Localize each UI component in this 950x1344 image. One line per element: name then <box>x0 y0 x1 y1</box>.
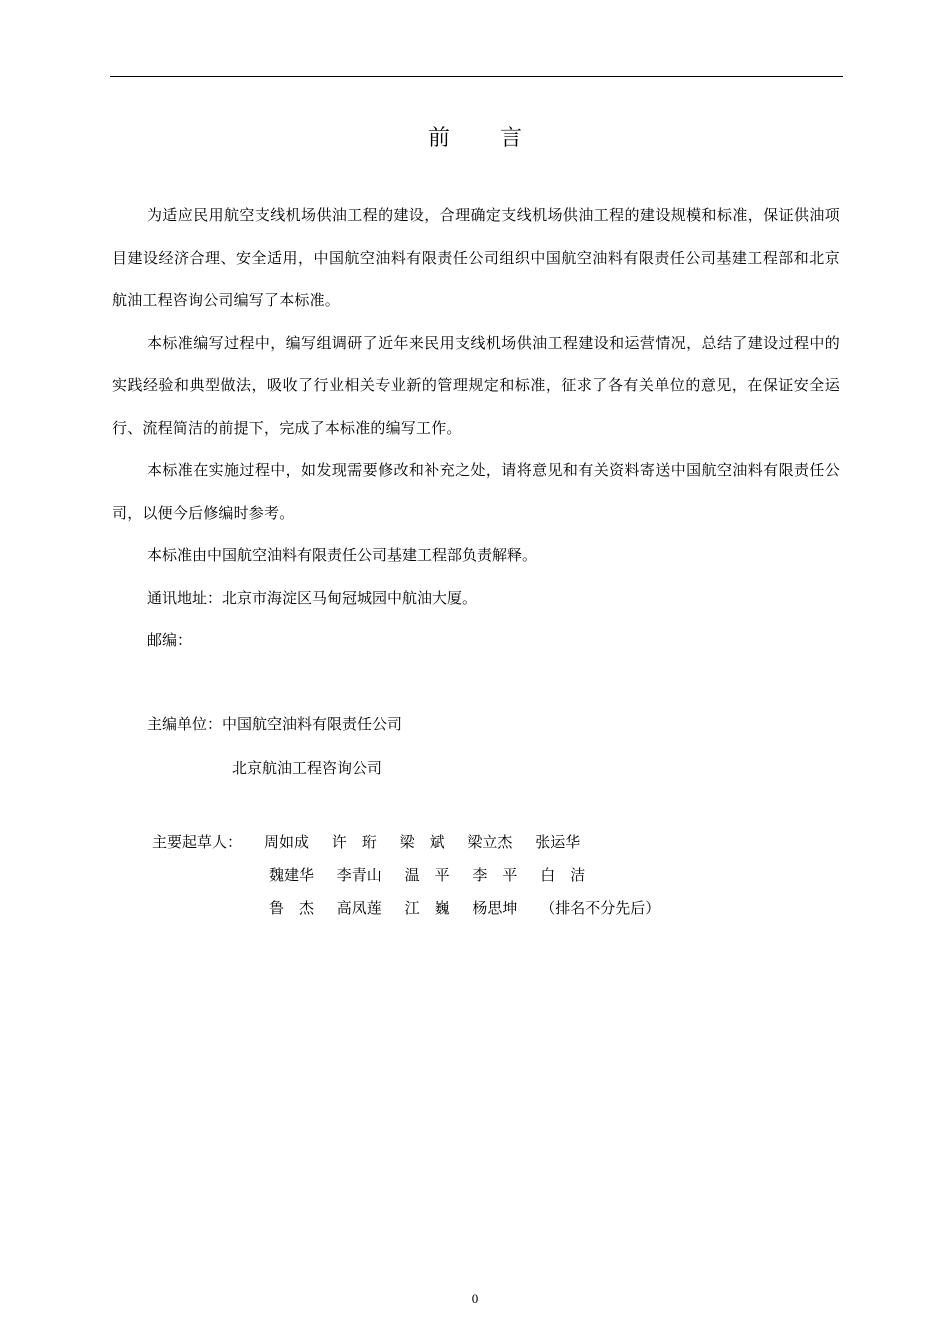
drafter-name: 鲁 杰 <box>269 899 315 917</box>
page-title <box>0 124 950 154</box>
chief-editor-section <box>147 702 402 790</box>
header-rule <box>110 76 843 77</box>
chief-editor-label: 主编单位： <box>147 715 223 733</box>
paragraph-purpose: 为适应民用航空支线机场供油工程的建设，合理确定支线机场供油工程的建设规模和标准，保证供油项目建设经济合理、安全适用，中国航空油料有限责任公司组织中国航空油料有限责任公司基建工程部和北京航油工程咨询公司编写了本标准。 <box>112 206 840 309</box>
drafter-row <box>152 859 678 892</box>
interpretation-line: 本标准由中国航空油料有限责任公司基建工程部负责解释。 <box>147 546 538 564</box>
drafter-name: 李 平 <box>472 866 518 884</box>
drafter-name: 许 珩 <box>331 833 377 851</box>
drafter-name: 杨思坤 <box>472 899 518 917</box>
ordering-note: （排名不分先后） <box>540 899 661 917</box>
drafter-name: 高凤莲 <box>336 899 382 917</box>
drafter-name: 白 洁 <box>540 866 586 884</box>
drafter-row <box>152 892 678 925</box>
title-char-2: 言 <box>500 126 523 151</box>
postcode-line: 邮编： <box>147 631 193 649</box>
address-line: 通讯地址：北京市海淀区马甸冠城园中航油大厦。 <box>147 588 478 607</box>
title-char-1: 前 <box>427 126 450 151</box>
chief-editor-2: 北京航油工程咨询公司 <box>232 759 383 777</box>
drafters-label: 主要起草人： <box>152 833 243 851</box>
drafter-name: 梁 斌 <box>399 833 445 851</box>
drafter-name: 张运华 <box>535 833 581 851</box>
paragraph-process: 本标准编写过程中，编写组调研了近年来民用支线机场供油工程建设和运营情况，总结了建设过程中的实践经验和典型做法，吸收了行业相关专业新的管理规定和标准，征求了各有关单位的意见，在保证安全运行、流程简洁的前提下，完成了本标准的编写工作。 <box>112 333 840 437</box>
drafter-row <box>152 826 678 859</box>
drafter-name: 温 平 <box>404 866 450 884</box>
page-number: 0 <box>471 1291 479 1306</box>
drafter-name: 江 巍 <box>404 899 450 917</box>
drafters-section <box>152 826 678 925</box>
drafter-name: 魏建华 <box>269 866 315 884</box>
drafter-name: 李青山 <box>336 866 382 884</box>
paragraph-feedback: 本标准在实施过程中，如发现需要修改和补充之处，请将意见和有关资料寄送中国航空油料有限责任公司，以便今后修编时参考。 <box>112 461 840 522</box>
preface-body <box>112 194 840 662</box>
drafter-name: 周如成 <box>264 833 310 851</box>
drafter-name: 梁立杰 <box>467 833 513 851</box>
chief-editor-1: 中国航空油料有限责任公司 <box>222 715 403 733</box>
